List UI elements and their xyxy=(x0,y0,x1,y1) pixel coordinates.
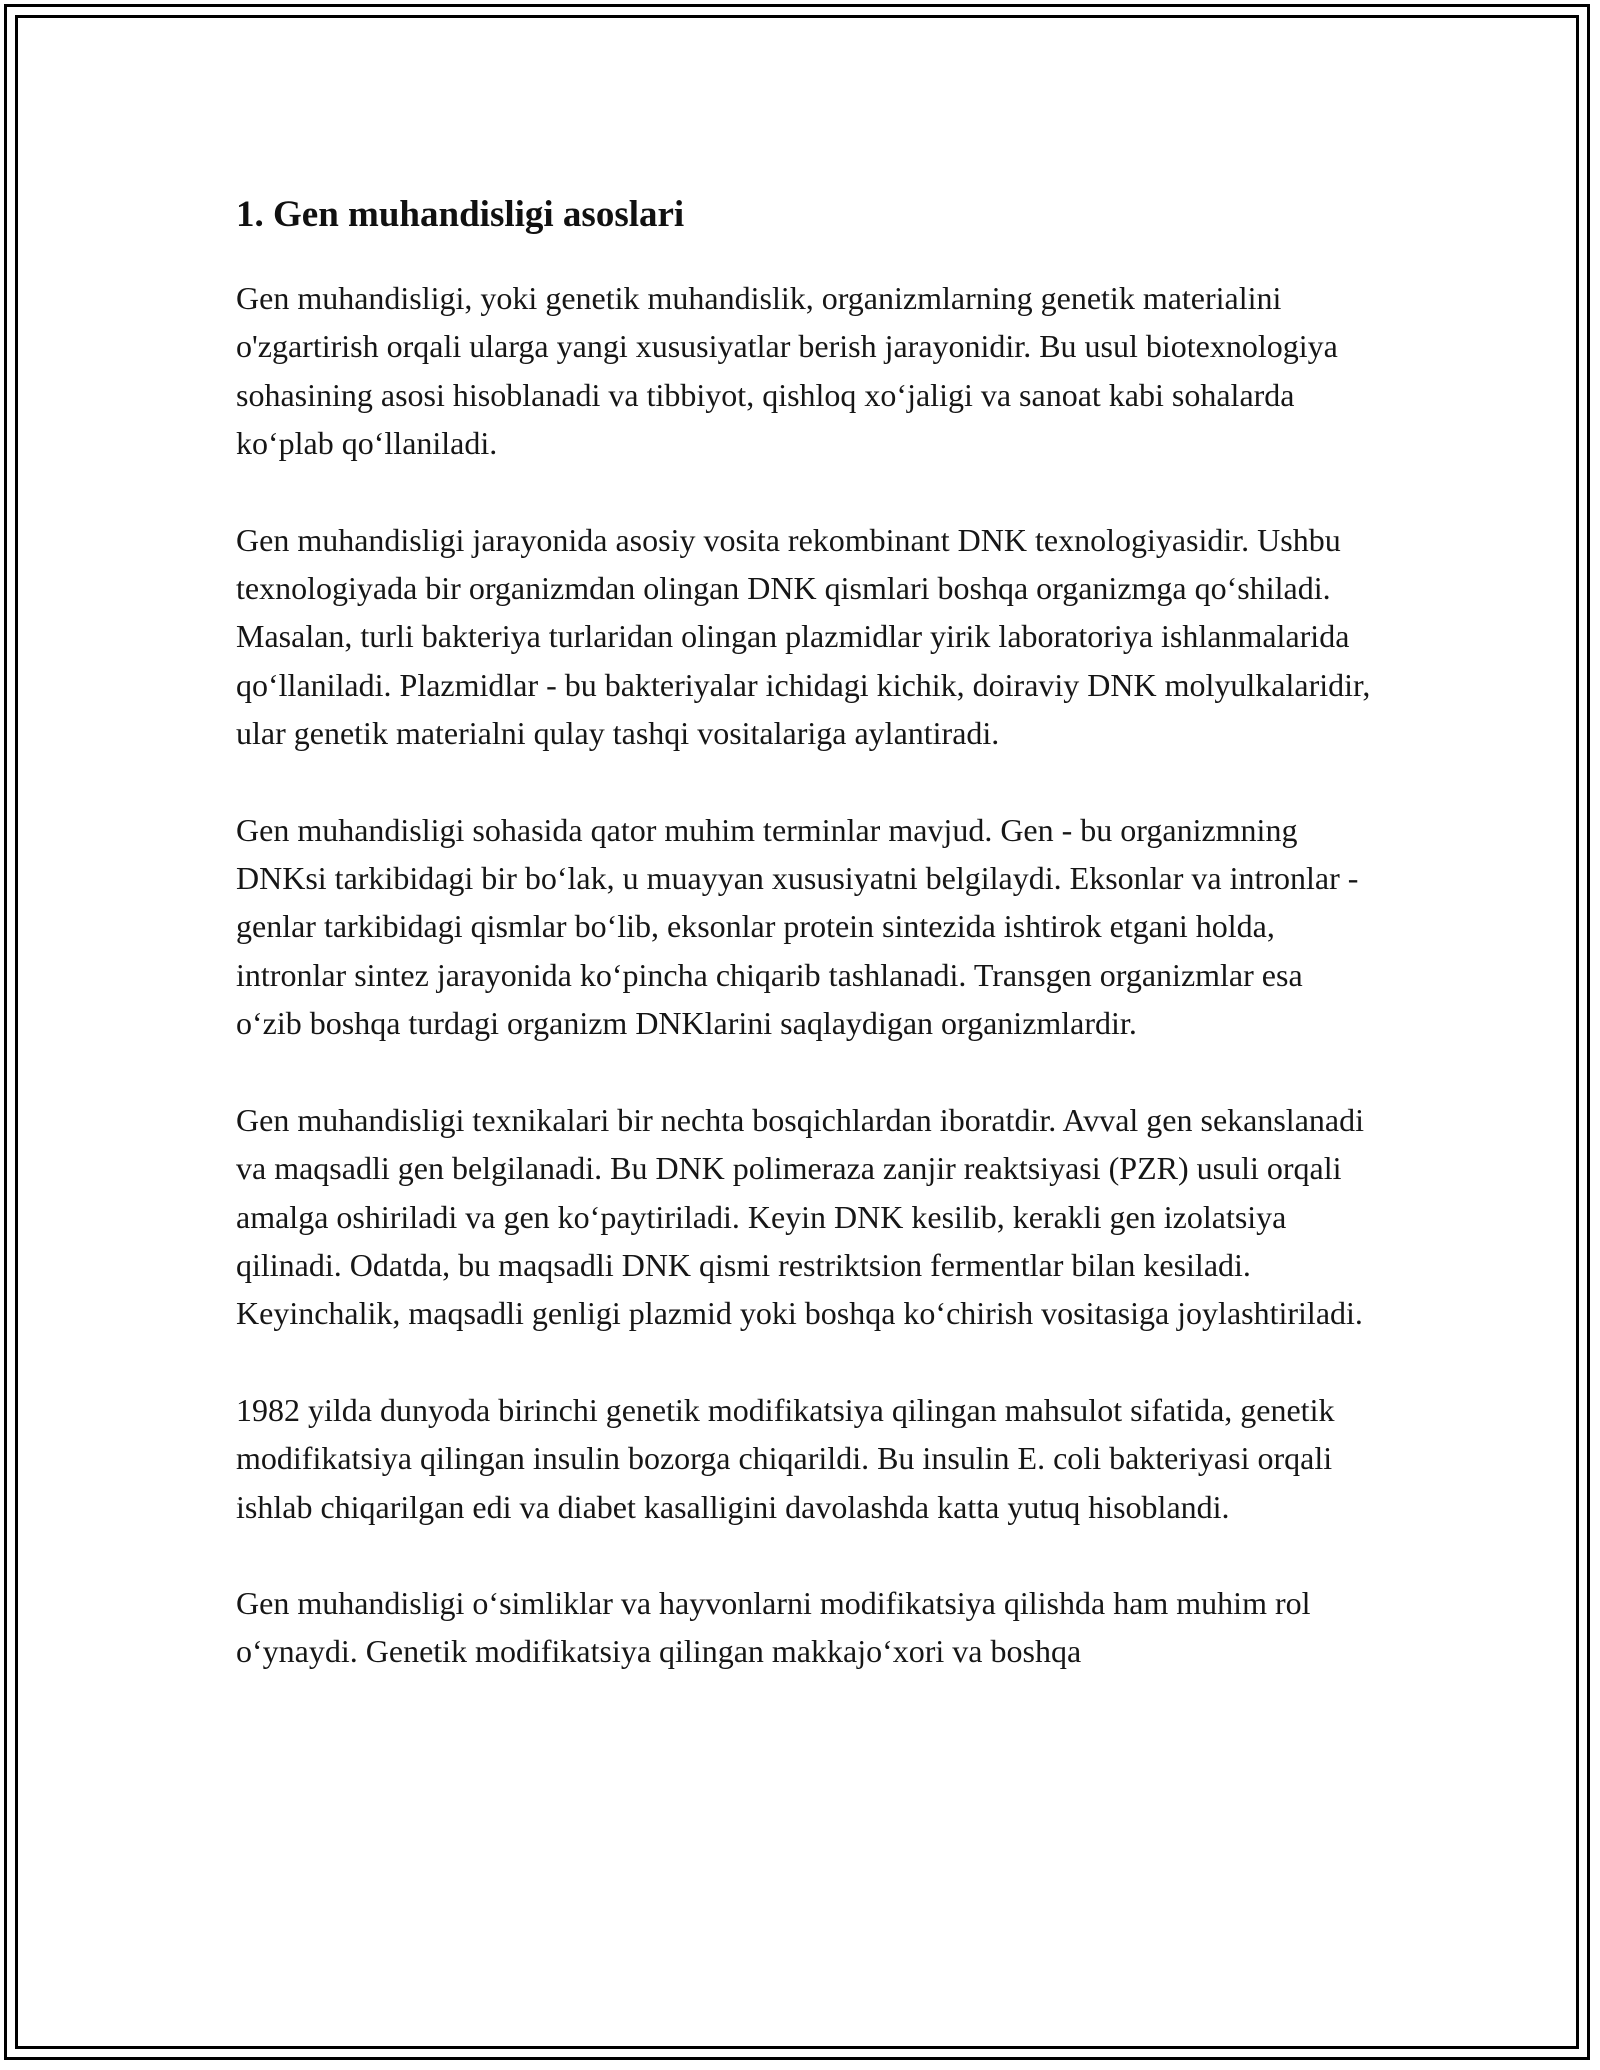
paragraph-2: Gen muhandisligi jarayonida asosiy vosita rekombinant DNK texnologiyasidir. Ushbu texnologiyada bir organizmdan olingan DNK qismlari boshqa organizmga qoʻshiladi. Masalan, turli bakteriya turlaridan olingan plazmidlar yirik laboratoriya ishlanmalarida qoʻllaniladi. Plazmidlar - bu bakteriyalar ichidagi kichik, doiraviy DNK molyulkalaridir, ular genetik materialni qulay tashqi vositalariga aylantiradi. xyxy=(236,521,1371,752)
paragraph-6: Gen muhandisligi oʻsimliklar va hayvonlarni modifikatsiya qilishda ham muhim rol oʻynaydi. Genetik modifikatsiya qilingan makkajoʻxori va boshqa xyxy=(236,1584,1311,1670)
paragraph-1: Gen muhandisligi, yoki genetik muhandislik, organizmlarning genetik materialini o'zgartirish orqali ularga yangi xususiyatlar berish jarayonidir. Bu usul biotexnologiya sohasining asosi hisoblanadi va tibbiyot, qishloq xoʻjaligi va sanoat kabi sohalarda koʻplab qoʻllaniladi. xyxy=(236,280,1338,462)
paragraph-3: Gen muhandisligi sohasida qator muhim terminlar mavjud. Gen - bu organizmning DNKsi tarkibidagi bir boʻlak, u muayyan xususiyatni belgilaydi. Eksonlar va intronlar - genlar tarkibidagi qismlar boʻlib, eksonlar protein sintezida ishtirok etgani holda, intronlar sintez jarayonida koʻpincha chiqarib tashlanadi. Transgen organizmlar esa oʻzib boshqa turdagi organizm DNKlarini saqlaydigan organizmlardir. xyxy=(236,811,1359,1042)
section-heading: 1. Gen muhandisligi asoslari xyxy=(236,194,685,235)
document-body xyxy=(236,186,1376,1724)
paragraph-4: Gen muhandisligi texnikalari bir nechta bosqichlardan iboratdir. Avval gen sekanslanadi va maqsadli gen belgilanadi. Bu DNK polimeraza zanjir reaktsiyasi (PZR) usuli orqali amalga oshiriladi va gen koʻpaytiriladi. Keyin DNK kesilib, kerakli gen izolatsiya qilinadi. Odatda, bu maqsadli DNK qismi restriktsion fermentlar bilan kesiladi. Keyinchalik, maqsadli genligi plazmid yoki boshqa koʻchirish vositasiga joylashtiriladi. xyxy=(236,1101,1364,1332)
paragraph-5: 1982 yilda dunyoda birinchi genetik modifikatsiya qilingan mahsulot sifatida, genetik modifikatsiya qilingan insulin bozorga chiqarildi. Bu insulin E. coli bakteriyasi orqali ishlab chiqarilgan edi va diabet kasalligini davolashda katta yutuq hisoblandi. xyxy=(236,1391,1335,1525)
